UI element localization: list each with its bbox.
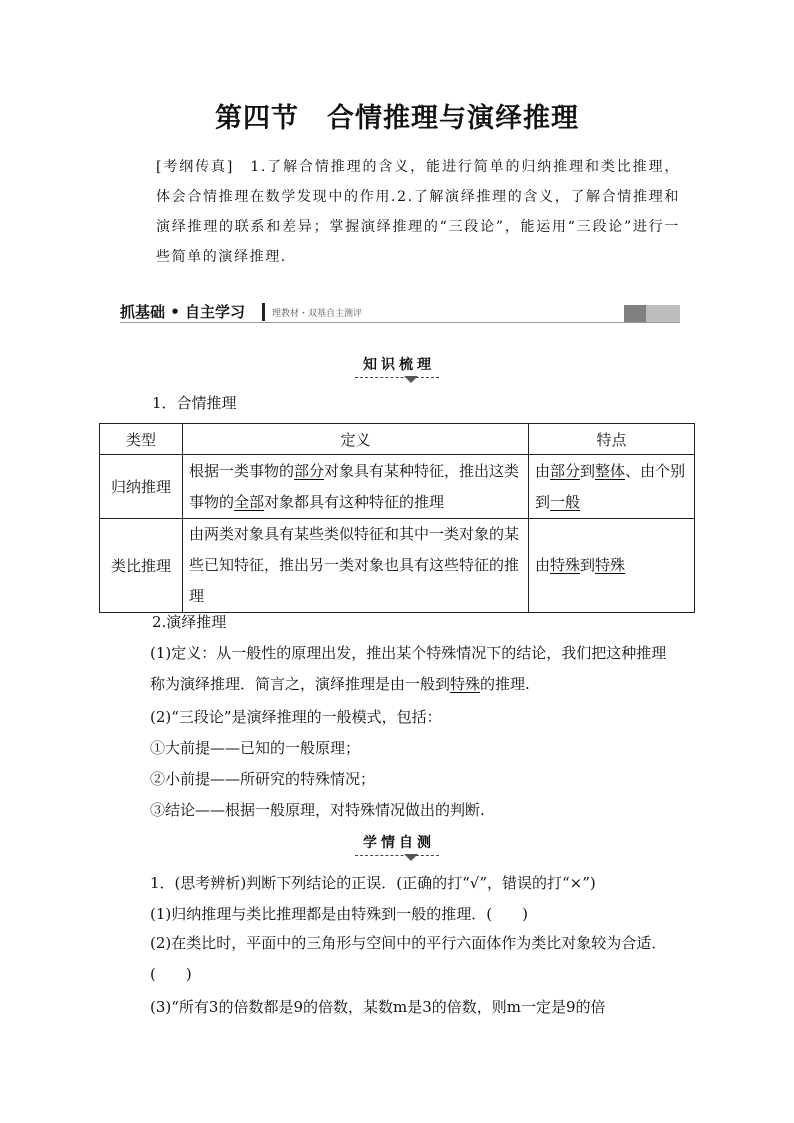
- row-type: 归纳推理: [100, 455, 183, 519]
- heading-deductive-reasoning: 2.演绎推理: [152, 613, 227, 631]
- table-header-type: 类型: [100, 424, 183, 455]
- feat-text: 、由个别到: [535, 461, 686, 511]
- deduction-definition: [120, 638, 680, 700]
- underlined-answer: 整体: [595, 461, 626, 480]
- underlined-answer: 特殊: [595, 556, 626, 574]
- row-definition: [183, 455, 529, 519]
- banner-subtitle: 理教材・双基自主测评: [272, 309, 363, 319]
- feat-text: 由: [535, 461, 551, 480]
- table-row: [100, 455, 695, 519]
- section-head-selftest: [0, 832, 794, 862]
- banner-title: 抓基础 • 自主学习: [120, 303, 246, 321]
- reasoning-table: [99, 423, 695, 613]
- triangle-down-icon: [404, 854, 418, 861]
- syllabus-tag: [考纲传真]: [156, 159, 234, 175]
- table-header-row: [100, 424, 695, 455]
- underlined-answer: 特殊: [450, 675, 481, 693]
- feat-text: 到: [580, 556, 596, 574]
- conclusion: ③结论——根据一般原理，对特殊情况做出的判断.: [150, 801, 485, 819]
- syllabus-text: 1.了解合情推理的含义，能进行简单的归纳推理和类比推理，体会合情推理在数学发现中的作用.2.了解演绎推理的含义，了解合情推理和演绎推理的联系和差异；掌握演绎推理的“三段论”，能运用“三段论”进行一些简单的演绎推理.: [156, 159, 680, 265]
- table-header-definition: 定义: [183, 424, 529, 455]
- quiz-statement-1: (1)归纳推理与类比推理都是由特殊到一般的推理．( ): [150, 905, 528, 923]
- triangle-down-icon: [404, 376, 418, 383]
- row-feature: [529, 519, 695, 613]
- row-type: 类比推理: [100, 519, 183, 613]
- underlined-answer: 一般: [550, 492, 581, 511]
- feat-text: 由: [535, 556, 551, 574]
- minor-premise: ②小前提——所研究的特殊情况；: [150, 770, 376, 788]
- quiz-question-1: 1．(思考辨析)判断下列结论的正误．(正确的打“√”，错误的打“×”): [150, 874, 596, 892]
- definition-text: 的推理.: [480, 675, 530, 693]
- underlined-answer: 全部: [234, 492, 265, 511]
- syllabus-outline: [120, 152, 680, 272]
- def-text: 对象具有某种特征，推出这类事物的: [189, 461, 520, 511]
- quiz-statement-3: (3)“所有3的倍数都是9的倍数，某数m是3的倍数，则m一定是9的倍: [150, 998, 606, 1016]
- row-definition: 由两类对象具有某些类似特征和其中一类对象的某些已知特征，推出另一类对象也具有这些特征的推理: [183, 519, 529, 613]
- banner-decor-dark: [624, 305, 646, 322]
- underlined-answer: 特殊: [550, 556, 581, 574]
- section-head-knowledge: [0, 354, 794, 384]
- definition-text: (1)定义：从一般性的原理出发，推出某个特殊情况下的结论，我们把这种推理称为演绎推理．简言之，演绎推理是由一般到: [150, 644, 667, 693]
- major-premise: ①大前提——已知的一般原理；: [150, 739, 361, 757]
- section-label-selftest: 学情自测: [355, 833, 439, 856]
- quiz-statement-2-block: [120, 928, 680, 990]
- underlined-answer: 部分: [294, 461, 325, 480]
- row-feature: [529, 455, 695, 519]
- table-header-feature: 特点: [529, 424, 695, 455]
- underlined-answer: 部分: [550, 461, 581, 480]
- quiz-statement-2: (2)在类比时，平面中的三角形与空间中的平行六面体作为类比对象较为合适．( ): [150, 934, 667, 983]
- banner-divider: [262, 303, 265, 321]
- section-banner: [120, 300, 680, 324]
- section-label-knowledge: 知识梳理: [355, 355, 439, 378]
- def-text: 根据一类事物的: [189, 461, 295, 480]
- syllogism-intro: (2)“三段论”是演绎推理的一般模式，包括：: [150, 708, 442, 726]
- page-title: 第四节 合情推理与演绎推理: [215, 103, 579, 134]
- def-text: 对象都具有这种特征的推理: [264, 492, 445, 511]
- heading-inductive-reasoning: 1．合情推理: [152, 394, 237, 412]
- banner-decor-light: [646, 305, 680, 322]
- feat-text: 到: [580, 461, 596, 480]
- table-row: [100, 519, 695, 613]
- banner-rule: [120, 322, 680, 323]
